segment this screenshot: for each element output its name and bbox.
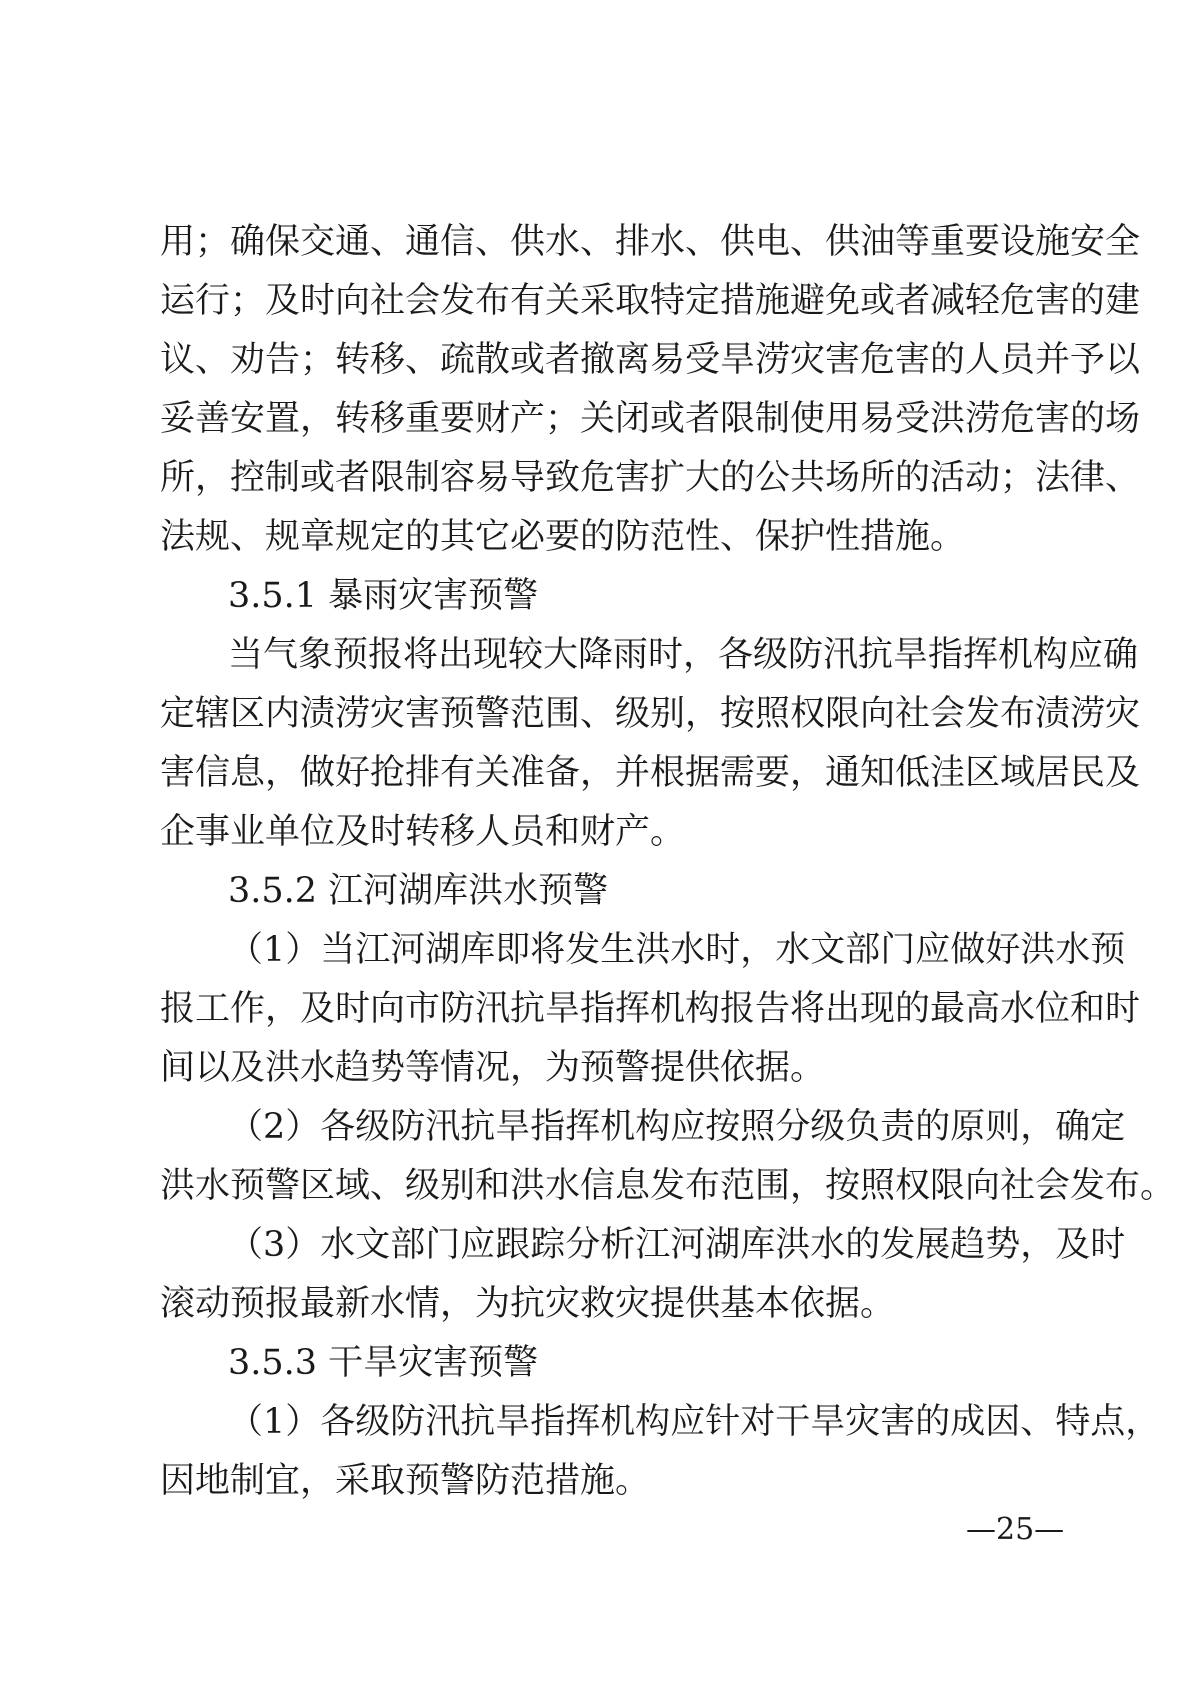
- paragraph-line: 妥善安置，转移重要财产；关闭或者限制使用易受洪涝危害的场: [160, 399, 1141, 439]
- paragraph-line: 所，控制或者限制容易导致危害扩大的公共场所的活动；法律、: [160, 458, 1141, 498]
- paragraph-line: 因地制宜，采取预警防范措施。: [160, 1461, 651, 1501]
- paragraph-line: 间以及洪水趋势等情况，为预警提供依据。: [160, 1048, 826, 1088]
- paragraph-line: （1）各级防汛抗旱指挥机构应针对干旱灾害的成因、特点，: [228, 1402, 1161, 1442]
- page-number: —25—: [966, 1512, 1065, 1547]
- paragraph-line: 定辖区内渍涝灾害预警范围、级别，按照权限向社会发布渍涝灾: [160, 694, 1141, 734]
- section-heading: 3.5.1 暴雨灾害预警: [228, 576, 539, 616]
- paragraph-line: 报工作，及时向市防汛抗旱指挥机构报告将出现的最高水位和时: [160, 989, 1141, 1029]
- paragraph-line: 企事业单位及时转移人员和财产。: [160, 812, 686, 852]
- paragraph-line: 滚动预报最新水情，为抗灾救灾提供基本依据。: [160, 1284, 896, 1324]
- section-heading: 3.5.2 江河湖库洪水预警: [228, 871, 609, 911]
- section-heading: 3.5.3 干旱灾害预警: [228, 1343, 539, 1383]
- paragraph-line: 害信息，做好抢排有关准备，并根据需要，通知低洼区域居民及: [160, 753, 1141, 793]
- paragraph-line: （3）水文部门应跟踪分析江河湖库洪水的发展趋势，及时: [228, 1225, 1126, 1265]
- paragraph-line: （2）各级防汛抗旱指挥机构应按照分级负责的原则，确定: [228, 1107, 1126, 1147]
- document-body: [160, 213, 1176, 1511]
- paragraph-line: 法规、规章规定的其它必要的防范性、保护性措施。: [160, 517, 966, 557]
- paragraph-line: 洪水预警区域、级别和洪水信息发布范围，按照权限向社会发布。: [160, 1166, 1176, 1206]
- paragraph-line: （1）当江河湖库即将发生洪水时，水文部门应做好洪水预: [228, 930, 1126, 970]
- paragraph-line: 议、劝告；转移、疏散或者撤离易受旱涝灾害危害的人员并予以: [160, 340, 1141, 380]
- paragraph-line: 运行；及时向社会发布有关采取特定措施避免或者减轻危害的建: [160, 281, 1141, 321]
- paragraph-line: 用；确保交通、通信、供水、排水、供电、供油等重要设施安全: [160, 222, 1141, 262]
- paragraph-line: 当气象预报将出现较大降雨时，各级防汛抗旱指挥机构应确: [228, 635, 1139, 675]
